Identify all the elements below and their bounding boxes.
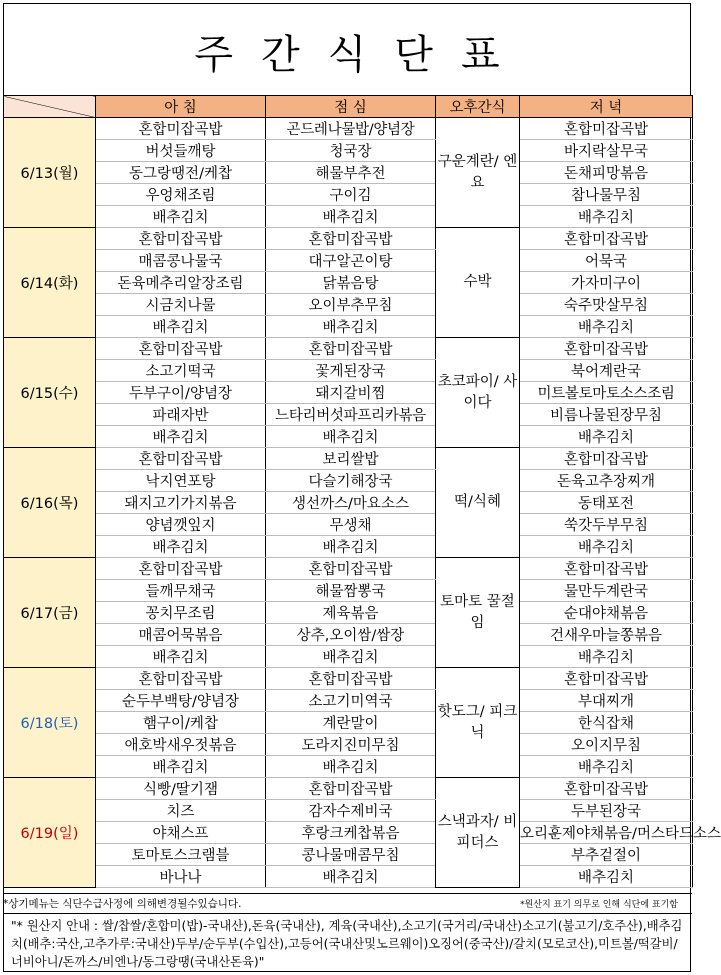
table-row bbox=[4, 624, 693, 646]
lunch-item: 제육볶음 bbox=[266, 602, 436, 624]
dinner-item: 가자미구이 bbox=[520, 272, 693, 294]
dinner-item: 순대야채볶음 bbox=[520, 602, 693, 624]
day-label: 6/18(토) bbox=[4, 668, 96, 778]
lunch-item: 다슬기해장국 bbox=[266, 470, 436, 492]
breakfast-item: 바나나 bbox=[96, 866, 266, 888]
dinner-item: 배추김치 bbox=[520, 426, 693, 448]
table-row bbox=[4, 668, 693, 690]
table-row bbox=[4, 162, 693, 184]
lunch-item: 배추김치 bbox=[266, 536, 436, 558]
lunch-item: 배추김치 bbox=[266, 316, 436, 338]
day-label: 6/14(화) bbox=[4, 228, 96, 338]
table-row bbox=[4, 272, 693, 294]
table-row bbox=[4, 866, 693, 888]
dinner-item: 혼합미잡곡밥 bbox=[520, 338, 693, 360]
snack-item: 토마토 꿀절임 bbox=[436, 558, 520, 668]
header-dinner: 저 녁 bbox=[520, 96, 693, 118]
table-row bbox=[4, 316, 693, 338]
lunch-item: 느타리버섯파프리카볶음 bbox=[266, 404, 436, 426]
lunch-item: 오이부추무침 bbox=[266, 294, 436, 316]
dinner-item: 배추김치 bbox=[520, 316, 693, 338]
breakfast-item: 양념깻잎지 bbox=[96, 514, 266, 536]
dinner-item: 북어계란국 bbox=[520, 360, 693, 382]
dinner-item: 한식잡채 bbox=[520, 712, 693, 734]
lunch-item: 도라지진미무침 bbox=[266, 734, 436, 756]
dinner-item: 혼합미잡곡밥 bbox=[520, 778, 693, 800]
lunch-item: 닭볶음탕 bbox=[266, 272, 436, 294]
breakfast-item: 배추김치 bbox=[96, 536, 266, 558]
lunch-item: 배추김치 bbox=[266, 206, 436, 228]
dinner-item: 배추김치 bbox=[520, 866, 693, 888]
table-row bbox=[4, 778, 693, 800]
table-row bbox=[4, 602, 693, 624]
snack-item: 수박 bbox=[436, 228, 520, 338]
lunch-item: 배추김치 bbox=[266, 646, 436, 668]
breakfast-item: 배추김치 bbox=[96, 316, 266, 338]
lunch-item: 배추김치 bbox=[266, 426, 436, 448]
lunch-item: 감자수제비국 bbox=[266, 800, 436, 822]
table-row bbox=[4, 294, 693, 316]
table-row bbox=[4, 382, 693, 404]
breakfast-item: 식빵/딸기잼 bbox=[96, 778, 266, 800]
table-row bbox=[4, 822, 693, 844]
lunch-item: 구이김 bbox=[266, 184, 436, 206]
dinner-item: 혼합미잡곡밥 bbox=[520, 668, 693, 690]
dinner-item: 혼합미잡곡밥 bbox=[520, 118, 693, 140]
breakfast-item: 낙지연포탕 bbox=[96, 470, 266, 492]
header-lunch: 점 심 bbox=[266, 96, 436, 118]
lunch-item: 해물짬뽕국 bbox=[266, 580, 436, 602]
lunch-item: 곤드레나물밥/양념장 bbox=[266, 118, 436, 140]
table-row bbox=[4, 404, 693, 426]
header-breakfast: 아 침 bbox=[96, 96, 266, 118]
lunch-item: 소고기미역국 bbox=[266, 690, 436, 712]
lunch-item: 혼합미잡곡밥 bbox=[266, 668, 436, 690]
lunch-item: 꽃게된장국 bbox=[266, 360, 436, 382]
lunch-item: 혼합미잡곡밥 bbox=[266, 338, 436, 360]
dinner-item: 물만두계란국 bbox=[520, 580, 693, 602]
breakfast-item: 파래자반 bbox=[96, 404, 266, 426]
breakfast-item: 치즈 bbox=[96, 800, 266, 822]
snack-item: 떡/식혜 bbox=[436, 448, 520, 558]
page-title: 주간식단표 bbox=[194, 32, 528, 78]
table-row bbox=[4, 492, 693, 514]
table-row bbox=[4, 470, 693, 492]
table-row bbox=[4, 844, 693, 866]
breakfast-item: 배추김치 bbox=[96, 206, 266, 228]
lunch-item: 대구알곤이탕 bbox=[266, 250, 436, 272]
table-row bbox=[4, 756, 693, 778]
breakfast-item: 햄구이/케찹 bbox=[96, 712, 266, 734]
table-row bbox=[4, 250, 693, 272]
lunch-item: 청국장 bbox=[266, 140, 436, 162]
dinner-item: 건새우마늘쫑볶음 bbox=[520, 624, 693, 646]
snack-item: 구운계란/ 엔요 bbox=[436, 118, 520, 228]
lunch-item: 계란말이 bbox=[266, 712, 436, 734]
day-label: 6/15(수) bbox=[4, 338, 96, 448]
breakfast-item: 혼합미잡곡밥 bbox=[96, 558, 266, 580]
breakfast-item: 시금치나물 bbox=[96, 294, 266, 316]
dinner-item: 바지락살무국 bbox=[520, 140, 693, 162]
day-label: 6/19(일) bbox=[4, 778, 96, 888]
table-row bbox=[4, 118, 693, 140]
breakfast-item: 소고기떡국 bbox=[96, 360, 266, 382]
breakfast-item: 동그랑땡전/케찹 bbox=[96, 162, 266, 184]
dinner-item: 숙주맛살무침 bbox=[520, 294, 693, 316]
dinner-item: 두부된장국 bbox=[520, 800, 693, 822]
lunch-item: 해물부추전 bbox=[266, 162, 436, 184]
lunch-item: 무생채 bbox=[266, 514, 436, 536]
lunch-item: 배추김치 bbox=[266, 866, 436, 888]
table-row bbox=[4, 338, 693, 360]
lunch-item: 후랑크케찹볶음 bbox=[266, 822, 436, 844]
dinner-item: 배추김치 bbox=[520, 646, 693, 668]
day-label: 6/17(금) bbox=[4, 558, 96, 668]
snack-item: 스낵과자/ 비피더스 bbox=[436, 778, 520, 888]
dinner-item: 부대찌개 bbox=[520, 690, 693, 712]
dinner-item: 쑥갓두부무침 bbox=[520, 514, 693, 536]
origin-label-notice: *원산지 표기 의무로 인해 식단에 표기함 bbox=[520, 900, 678, 910]
breakfast-item: 매콤어묵볶음 bbox=[96, 624, 266, 646]
table-row bbox=[4, 360, 693, 382]
lunch-item: 생선까스/마요소스 bbox=[266, 492, 436, 514]
breakfast-item: 혼합미잡곡밥 bbox=[96, 448, 266, 470]
breakfast-item: 혼합미잡곡밥 bbox=[96, 668, 266, 690]
dinner-item: 비름나물된장무침 bbox=[520, 404, 693, 426]
table-row bbox=[4, 734, 693, 756]
day-label: 6/13(월) bbox=[4, 118, 96, 228]
table-row bbox=[4, 514, 693, 536]
day-label: 6/16(목) bbox=[4, 448, 96, 558]
lunch-item: 혼합미잡곡밥 bbox=[266, 558, 436, 580]
header-row bbox=[4, 96, 693, 118]
dinner-item: 오리훈제야채볶음/머스타드소스 bbox=[520, 822, 693, 844]
dinner-item: 혼합미잡곡밥 bbox=[520, 228, 693, 250]
dinner-item: 배추김치 bbox=[520, 756, 693, 778]
breakfast-item: 혼합미잡곡밥 bbox=[96, 118, 266, 140]
lunch-item: 돼지갈비찜 bbox=[266, 382, 436, 404]
table-row bbox=[4, 690, 693, 712]
dinner-item: 배추김치 bbox=[520, 536, 693, 558]
breakfast-item: 배추김치 bbox=[96, 756, 266, 778]
dinner-item: 돈채피망볶음 bbox=[520, 162, 693, 184]
header-snack: 오후간식 bbox=[436, 96, 520, 118]
lunch-item: 콩나물매콤무침 bbox=[266, 844, 436, 866]
breakfast-item: 돼지고기가지볶음 bbox=[96, 492, 266, 514]
breakfast-item: 혼합미잡곡밥 bbox=[96, 228, 266, 250]
lunch-item: 혼합미잡곡밥 bbox=[266, 778, 436, 800]
dinner-item: 오이지무침 bbox=[520, 734, 693, 756]
table-row bbox=[4, 184, 693, 206]
lunch-item: 보리쌀밥 bbox=[266, 448, 436, 470]
table-row bbox=[4, 712, 693, 734]
breakfast-item: 토마토스크램블 bbox=[96, 844, 266, 866]
dinner-item: 동태포전 bbox=[520, 492, 693, 514]
breakfast-item: 두부구이/양념장 bbox=[96, 382, 266, 404]
dinner-item: 돈육고추장찌개 bbox=[520, 470, 693, 492]
dinner-item: 부추겉절이 bbox=[520, 844, 693, 866]
table-row bbox=[4, 206, 693, 228]
table-row bbox=[4, 140, 693, 162]
breakfast-item: 애호박새우젓볶음 bbox=[96, 734, 266, 756]
breakfast-item: 돈육메추리알장조림 bbox=[96, 272, 266, 294]
change-notice: *상기메뉴는 식단수급사정에 의해변경될수있습니다. bbox=[3, 898, 242, 910]
origin-info: "* 원산지 안내 : 쌀/찹쌀/혼합미(밥)-국내산),돈육(국내산), 계육(국내산),소고기(국거리/국내산)소고기(불고기/호주산),배추김치(배추:국산,고추가루:국내산)두부/순두부(수입산),고등어(국내산및노르웨이)오징어(중국산)/갈치(모로코산),미트볼/떡갈비/너비아니/돈까스/비엔나/동그랑땡(국내산돈육)" bbox=[3, 913, 692, 971]
breakfast-item: 꽁치무조림 bbox=[96, 602, 266, 624]
header-corner-cell bbox=[4, 96, 96, 118]
notes-bar bbox=[3, 893, 692, 913]
dinner-item: 참나물무침 bbox=[520, 184, 693, 206]
breakfast-item: 배추김치 bbox=[96, 426, 266, 448]
table-row bbox=[4, 448, 693, 470]
breakfast-item: 야채스프 bbox=[96, 822, 266, 844]
dinner-item: 혼합미잡곡밥 bbox=[520, 448, 693, 470]
lunch-item: 배추김치 bbox=[266, 756, 436, 778]
dinner-item: 혼합미잡곡밥 bbox=[520, 558, 693, 580]
table-row bbox=[4, 580, 693, 602]
snack-item: 초코파이/ 사이다 bbox=[436, 338, 520, 448]
lunch-item: 상추,오이쌈/쌈장 bbox=[266, 624, 436, 646]
table-row bbox=[4, 646, 693, 668]
snack-item: 핫도그/ 피크닉 bbox=[436, 668, 520, 778]
table-row bbox=[4, 800, 693, 822]
breakfast-item: 버섯들깨탕 bbox=[96, 140, 266, 162]
breakfast-item: 들깨무채국 bbox=[96, 580, 266, 602]
dinner-item: 미트볼토마토소스조림 bbox=[520, 382, 693, 404]
table-row bbox=[4, 228, 693, 250]
breakfast-item: 우엉채조림 bbox=[96, 184, 266, 206]
breakfast-item: 배추김치 bbox=[96, 646, 266, 668]
dinner-item: 어묵국 bbox=[520, 250, 693, 272]
weekly-menu-table bbox=[3, 95, 721, 888]
breakfast-item: 매콤콩나물국 bbox=[96, 250, 266, 272]
table-row bbox=[4, 558, 693, 580]
table-row bbox=[4, 536, 693, 558]
lunch-item: 혼합미잡곡밥 bbox=[266, 228, 436, 250]
table-row bbox=[4, 426, 693, 448]
breakfast-item: 순두부백탕/양념장 bbox=[96, 690, 266, 712]
breakfast-item: 혼합미잡곡밥 bbox=[96, 338, 266, 360]
dinner-item: 배추김치 bbox=[520, 206, 693, 228]
